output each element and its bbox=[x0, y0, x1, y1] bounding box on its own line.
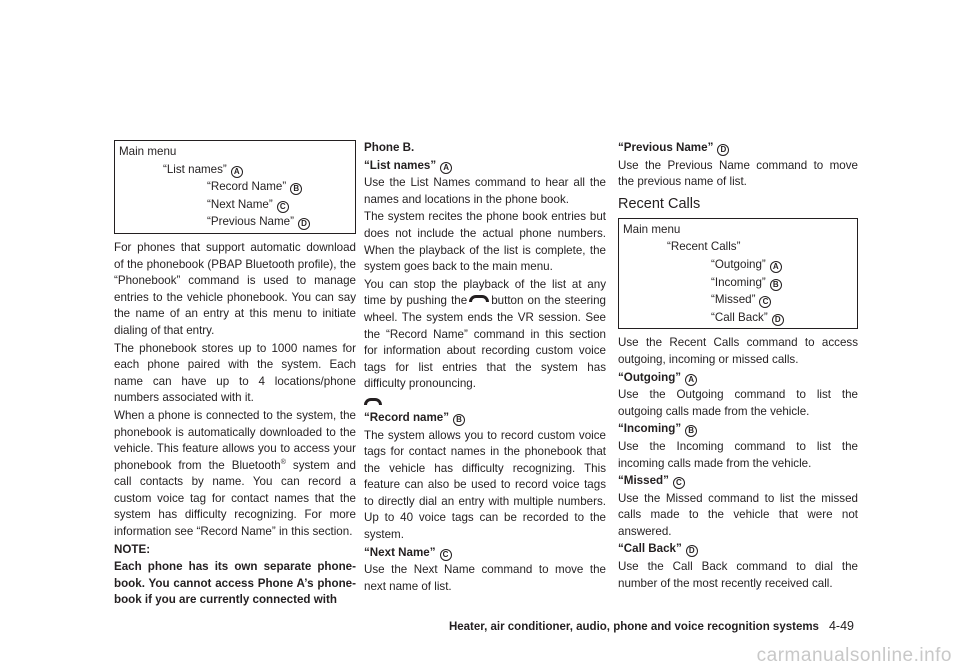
phone-talk-icon bbox=[364, 398, 382, 405]
menu-item: “List names” A bbox=[119, 161, 349, 179]
continued-text: Phone B. bbox=[364, 141, 415, 154]
paragraph: You can stop the playback of the list at any time by pushing the button on the steering wheel. The system ends the VR session. See the “Record Name” command in this section for information about recording custom voice tags for list entries that the system has difficulty pronouncing. bbox=[364, 277, 607, 391]
paragraph: When a phone is connected to the system, the phonebook is automatically downloaded to the vehicle. This feature allows you to access your phonebook from the Bluetooth® system and call contacts by name. You can record a custom voice tag for contact names that the system has difficulty recognizing. For more information see “Record Name” in this section. bbox=[114, 408, 356, 539]
callout-b-icon: B bbox=[770, 279, 782, 291]
column-2 bbox=[364, 140, 606, 596]
paragraph: The system allows you to record custom voice tags for contact names in the phonebook that the vehicle has difficulty recognizing. This feature can also be used to record voice tags to directly dial an entry with multiple numbers. Up to 40 voice tags can be recorded to the system. bbox=[364, 428, 606, 542]
menu-title: Main menu bbox=[119, 145, 177, 158]
heading-outgoing: “Outgoing” A bbox=[618, 370, 858, 387]
callout-d-icon: D bbox=[686, 545, 698, 557]
callout-c-icon: C bbox=[759, 296, 771, 308]
heading-previous-name: “Previous Name” D bbox=[618, 140, 858, 157]
paragraph: Use the Call Back command to dial the number of the most recently received call. bbox=[618, 560, 858, 590]
heading-call-back: “Call Back” D bbox=[618, 541, 858, 558]
heading-incoming: “Incoming” B bbox=[618, 421, 858, 438]
menu-item: “Incoming” B bbox=[623, 274, 851, 292]
note-label: NOTE: bbox=[114, 542, 151, 556]
callout-c-icon: C bbox=[277, 201, 289, 213]
paragraph: Use the Next Name command to move the next name of list. bbox=[364, 563, 606, 593]
callout-a-icon: A bbox=[770, 261, 782, 273]
menu-item: “Record Name” B bbox=[119, 178, 349, 196]
callout-c-icon: C bbox=[673, 477, 685, 489]
callout-a-icon: A bbox=[231, 166, 243, 178]
callout-a-icon: A bbox=[685, 374, 697, 386]
callout-d-icon: D bbox=[717, 144, 729, 156]
column-1 bbox=[114, 140, 356, 610]
callout-b-icon: B bbox=[453, 414, 465, 426]
page-footer bbox=[0, 618, 854, 635]
menu-item: “Next Name” C bbox=[119, 196, 349, 214]
paragraph: Use the Recent Calls command to access outgoing, incoming or missed calls. bbox=[618, 336, 858, 366]
watermark: carmanualsonline.info bbox=[756, 645, 952, 667]
menu-item: “Recent Calls” bbox=[667, 240, 741, 254]
phonebook-menu-box bbox=[114, 140, 356, 234]
callout-d-icon: D bbox=[772, 314, 784, 326]
paragraph: The system recites the phone book entries but does not include the actual phone numbers. When the playback of the list is complete, the system goes back to the main menu. bbox=[364, 210, 606, 274]
heading-record-name: “Record name” B bbox=[364, 410, 606, 427]
callout-c-icon: C bbox=[440, 549, 452, 561]
paragraph: Use the Missed command to list the missed calls made to the vehicle that were not answered. bbox=[618, 491, 858, 538]
paragraph: Use the Previous Name command to move the previous name of list. bbox=[618, 158, 858, 189]
recent-calls-menu-box bbox=[618, 218, 858, 330]
paragraph: Use the Outgoing command to list the outgoing calls made from the vehicle. bbox=[618, 388, 858, 418]
menu-item: “Outgoing” A bbox=[623, 256, 851, 274]
callout-b-icon: B bbox=[685, 425, 697, 437]
callout-a-icon: A bbox=[440, 162, 452, 174]
heading-next-name: “Next Name” C bbox=[364, 545, 606, 562]
heading-missed: “Missed” C bbox=[618, 473, 858, 490]
phone-talk-icon bbox=[469, 295, 489, 302]
footer-section-title: Heater, air conditioner, audio, phone and voice recognition systems bbox=[448, 621, 819, 634]
paragraph: Use the Incoming command to list the incoming calls made from the vehicle. bbox=[618, 439, 858, 470]
menu-title: Main menu bbox=[623, 222, 681, 236]
menu-item: “Call Back” D bbox=[623, 309, 851, 327]
heading-list-names: “List names” A bbox=[364, 158, 606, 175]
paragraph: For phones that support automatic download of the phonebook (PBAP Bluetooth profile), the “Phonebook” command is used to manage entries to the vehicle phonebook. You can say the name of an entry at this menu to initiate dialing of that entry. bbox=[114, 240, 356, 337]
callout-d-icon: D bbox=[298, 218, 310, 230]
page-number: 4-49 bbox=[828, 619, 854, 634]
menu-item: “Previous Name” D bbox=[119, 213, 349, 231]
paragraph: The phonebook stores up to 1000 names for each phone paired with the system. Each name can have up to 4 locations/phone numbers associated with it. bbox=[114, 341, 356, 405]
section-title: Recent Calls bbox=[618, 195, 701, 212]
menu-item: “Missed” C bbox=[623, 291, 851, 309]
note-text: Each phone has its own separate phone-book. You cannot access Phone A’s phone-book if you are currently connected with bbox=[114, 560, 356, 607]
column-3 bbox=[618, 140, 858, 593]
callout-b-icon: B bbox=[290, 183, 302, 195]
paragraph: Use the List Names command to hear all the names and locations in the phone book. bbox=[364, 176, 606, 206]
